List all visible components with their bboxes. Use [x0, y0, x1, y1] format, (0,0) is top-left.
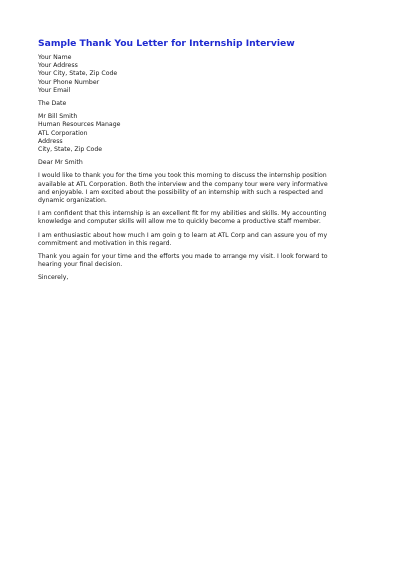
- recipient-name: Mr Bill Smith: [38, 113, 78, 121]
- paragraph-line: commitment and motivation in this regard.: [38, 239, 172, 247]
- paragraph-line: I would like to thank you for the time you took this morning to discuss the internship position: [38, 172, 327, 180]
- body-paragraph: [38, 232, 368, 248]
- recipient-address-block: [38, 113, 368, 154]
- date-block: [38, 100, 368, 108]
- recipient-title: Human Resources Manage: [38, 121, 121, 129]
- salutation-block: [38, 159, 368, 167]
- sender-address: Your Address: [38, 62, 78, 70]
- paragraph-line: dynamic organization.: [38, 197, 107, 205]
- sender-phone: Your Phone Number: [38, 78, 100, 86]
- salutation: Dear Mr Smith: [38, 159, 83, 167]
- paragraph-line: available at ATL Corporation. Both the interview and the company tour were very informative: [38, 180, 328, 188]
- paragraph-line: I am confident that this internship is an excellent fit for my abilities and skills. My accounting: [38, 210, 327, 218]
- closing-block: [38, 274, 368, 282]
- recipient-address: Address: [38, 137, 63, 145]
- paragraph-line: and enjoyable. I am excited about the possibility of an internship with such a respected and: [38, 188, 323, 196]
- recipient-company: ATL Corporation: [38, 129, 88, 137]
- closing: Sincerely,: [38, 274, 69, 282]
- sender-name: Your Name: [38, 54, 72, 61]
- body-paragraph: [38, 210, 368, 226]
- body-paragraph: [38, 253, 368, 269]
- paragraph-line: hearing your final decision.: [38, 261, 123, 269]
- paragraph-line: Thank you again for your time and the efforts you made to arrange my visit. I look forward to: [38, 253, 328, 261]
- sender-city-state-zip: Your City, State, Zip Code: [38, 70, 118, 78]
- letter-content: [38, 38, 368, 288]
- body-paragraph: [38, 172, 368, 205]
- letter-date: The Date: [38, 100, 67, 108]
- sender-email: Your Email: [38, 86, 71, 94]
- sender-address-block: [38, 54, 368, 95]
- letter-title: Sample Thank You Letter for Internship Interview: [38, 38, 295, 49]
- paragraph-line: knowledge and computer skills will allow me to quickly become a productive staff member.: [38, 218, 321, 226]
- paragraph-line: I am enthusiastic about how much I am goin g to learn at ATL Corp and can assure you of my: [38, 231, 328, 239]
- recipient-city-state-zip: City, State, Zip Code: [38, 146, 103, 154]
